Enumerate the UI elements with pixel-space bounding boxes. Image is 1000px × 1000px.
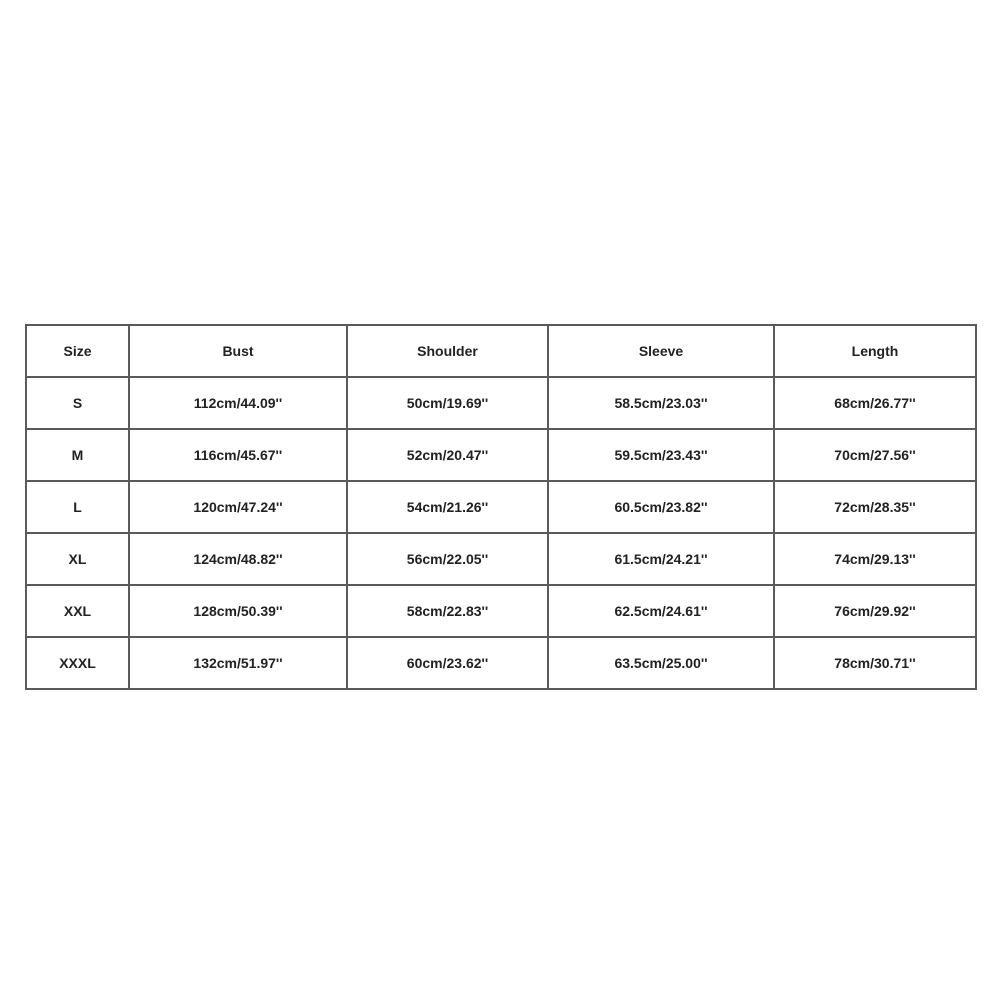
cell-length: 76cm/29.92'' bbox=[774, 585, 976, 637]
header-length: Length bbox=[774, 325, 976, 377]
cell-size: XXL bbox=[26, 585, 129, 637]
header-sleeve: Sleeve bbox=[548, 325, 774, 377]
cell-shoulder: 52cm/20.47'' bbox=[347, 429, 548, 481]
cell-shoulder: 56cm/22.05'' bbox=[347, 533, 548, 585]
cell-length: 74cm/29.13'' bbox=[774, 533, 976, 585]
table-row bbox=[26, 481, 976, 533]
cell-size: XL bbox=[26, 533, 129, 585]
cell-size: S bbox=[26, 377, 129, 429]
cell-bust: 120cm/47.24'' bbox=[129, 481, 347, 533]
cell-sleeve: 61.5cm/24.21'' bbox=[548, 533, 774, 585]
cell-bust: 132cm/51.97'' bbox=[129, 637, 347, 689]
cell-shoulder: 50cm/19.69'' bbox=[347, 377, 548, 429]
cell-size: M bbox=[26, 429, 129, 481]
header-size: Size bbox=[26, 325, 129, 377]
cell-sleeve: 62.5cm/24.61'' bbox=[548, 585, 774, 637]
table-row bbox=[26, 585, 976, 637]
cell-bust: 112cm/44.09'' bbox=[129, 377, 347, 429]
cell-bust: 124cm/48.82'' bbox=[129, 533, 347, 585]
cell-sleeve: 58.5cm/23.03'' bbox=[548, 377, 774, 429]
cell-size: L bbox=[26, 481, 129, 533]
table-row bbox=[26, 377, 976, 429]
table-row bbox=[26, 533, 976, 585]
cell-length: 72cm/28.35'' bbox=[774, 481, 976, 533]
cell-sleeve: 59.5cm/23.43'' bbox=[548, 429, 774, 481]
cell-shoulder: 54cm/21.26'' bbox=[347, 481, 548, 533]
cell-bust: 116cm/45.67'' bbox=[129, 429, 347, 481]
table-row bbox=[26, 429, 976, 481]
table-header-row bbox=[26, 325, 976, 377]
header-bust: Bust bbox=[129, 325, 347, 377]
cell-sleeve: 63.5cm/25.00'' bbox=[548, 637, 774, 689]
cell-size: XXXL bbox=[26, 637, 129, 689]
cell-length: 78cm/30.71'' bbox=[774, 637, 976, 689]
cell-shoulder: 60cm/23.62'' bbox=[347, 637, 548, 689]
header-shoulder: Shoulder bbox=[347, 325, 548, 377]
cell-bust: 128cm/50.39'' bbox=[129, 585, 347, 637]
size-chart-table bbox=[25, 324, 977, 690]
cell-length: 70cm/27.56'' bbox=[774, 429, 976, 481]
table-row bbox=[26, 637, 976, 689]
cell-shoulder: 58cm/22.83'' bbox=[347, 585, 548, 637]
cell-sleeve: 60.5cm/23.82'' bbox=[548, 481, 774, 533]
cell-length: 68cm/26.77'' bbox=[774, 377, 976, 429]
